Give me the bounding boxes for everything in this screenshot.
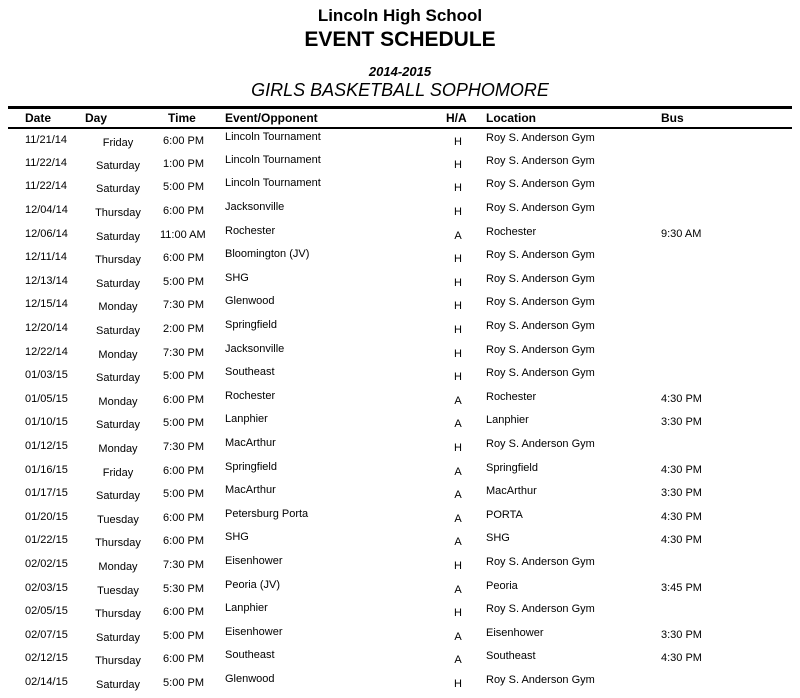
cell-location: Roy S. Anderson Gym [486, 320, 595, 333]
cell-ha: H [454, 347, 462, 360]
cell-time: 6:00 PM [163, 464, 204, 477]
cell-location: Roy S. Anderson Gym [486, 343, 595, 356]
column-header-day: Day [76, 108, 160, 128]
cell-ha: H [454, 276, 462, 289]
cell-event: Southeast [225, 649, 275, 662]
cell-bus: 3:30 PM [661, 628, 702, 641]
cell-bus [655, 245, 792, 269]
cell-time: 6:00 PM [163, 653, 204, 666]
cell-date: 02/14/15 [25, 675, 68, 688]
cell-day: Saturday [95, 419, 141, 432]
cell-date: 12/22/14 [25, 345, 68, 358]
cell-location: Southeast [486, 650, 536, 663]
cell-time: 11:00 AM [160, 228, 206, 241]
cell-location: Roy S. Anderson Gym [486, 438, 595, 451]
cell-location: Roy S. Anderson Gym [486, 178, 595, 191]
cell-date: 12/13/14 [25, 274, 68, 287]
cell-time: 7:30 PM [163, 558, 204, 571]
cell-event: Peoria (JV) [225, 578, 281, 591]
cell-event: SHG [225, 531, 249, 544]
cell-day: Friday [102, 466, 134, 479]
cell-time: 6:00 PM [163, 393, 204, 406]
cell-day: Monday [98, 395, 138, 408]
cell-event: Eisenhower [225, 554, 283, 567]
cell-date: 01/12/15 [25, 440, 68, 453]
cell-time: 5:30 PM [163, 582, 204, 595]
cell-date: 12/11/14 [25, 251, 68, 264]
cell-ha: H [454, 442, 462, 455]
cell-day: Thursday [95, 608, 141, 621]
cell-date: 11/22/14 [25, 156, 68, 169]
cell-location: Roy S. Anderson Gym [486, 154, 595, 167]
cell-location: Eisenhower [486, 626, 544, 639]
cell-date: 01/16/15 [25, 463, 68, 476]
column-header-time: Time [160, 108, 208, 128]
cell-day: Friday [102, 136, 134, 149]
cell-bus: 4:30 PM [661, 392, 702, 405]
cell-event: Springfield [225, 460, 277, 473]
cell-bus: 3:30 PM [661, 487, 702, 500]
cell-day: Saturday [95, 230, 141, 243]
cell-event: Rochester [225, 389, 276, 402]
cell-day: Thursday [95, 537, 141, 550]
cell-ha: A [454, 583, 462, 596]
cell-day: Saturday [95, 159, 141, 172]
cell-bus [655, 316, 792, 340]
cell-date: 02/03/15 [25, 581, 68, 594]
column-header-location: Location [476, 108, 655, 128]
cell-location: SHG [486, 532, 510, 545]
column-header-bus: Bus [655, 108, 792, 128]
cell-event: SHG [225, 271, 249, 284]
column-header-date: Date [8, 108, 76, 128]
cell-day: Monday [98, 301, 138, 314]
cell-location: Roy S. Anderson Gym [486, 367, 595, 380]
cell-time: 5:00 PM [163, 181, 204, 194]
cell-bus [655, 151, 792, 175]
cell-time: 7:30 PM [163, 441, 204, 454]
cell-location: Roy S. Anderson Gym [486, 673, 595, 686]
cell-time: 5:00 PM [163, 275, 204, 288]
cell-date: 01/20/15 [25, 510, 68, 523]
cell-day: Saturday [95, 490, 141, 503]
cell-ha: A [454, 418, 462, 431]
cell-event: MacArthur [225, 437, 276, 450]
cell-ha: H [454, 677, 462, 690]
cell-ha: H [454, 559, 462, 572]
cell-day: Thursday [95, 207, 141, 220]
cell-ha: H [454, 182, 462, 195]
column-header-event: Event/Opponent [208, 108, 440, 128]
cell-bus [655, 198, 792, 222]
cell-time: 6:00 PM [163, 535, 204, 548]
cell-date: 01/17/15 [25, 487, 68, 500]
cell-event: Glenwood [225, 672, 275, 685]
cell-time: 5:00 PM [163, 629, 204, 642]
cell-event: Lincoln Tournament [225, 153, 321, 166]
cell-day: Thursday [95, 655, 141, 668]
cell-location: Roy S. Anderson Gym [486, 555, 595, 568]
cell-bus: 4:30 PM [661, 463, 702, 476]
cell-ha: A [454, 465, 462, 478]
cell-bus [655, 269, 792, 293]
column-header-ha: H/A [440, 108, 476, 128]
cell-time: 6:00 PM [163, 252, 204, 265]
cell-location: Rochester [486, 390, 537, 403]
cell-bus: 4:30 PM [661, 510, 702, 523]
cell-location: MacArthur [486, 485, 537, 498]
cell-ha: A [454, 512, 462, 525]
cell-event: Eisenhower [225, 625, 283, 638]
cell-time: 6:00 PM [163, 606, 204, 619]
cell-location: Peoria [486, 579, 518, 592]
cell-location: Roy S. Anderson Gym [486, 296, 595, 309]
cell-bus: 3:30 PM [661, 416, 702, 429]
cell-ha: H [454, 607, 462, 620]
cell-event: Lanphier [225, 413, 268, 426]
cell-day: Monday [98, 443, 138, 456]
cell-ha: A [454, 654, 462, 667]
cell-location: Roy S. Anderson Gym [486, 272, 595, 285]
cell-location: Roy S. Anderson Gym [486, 131, 595, 144]
cell-event: Rochester [225, 224, 276, 237]
cell-bus: 4:30 PM [661, 534, 702, 547]
title-block [0, 0, 800, 101]
cell-date: 12/06/14 [25, 227, 68, 240]
cell-bus [655, 175, 792, 199]
cell-event: Lanphier [225, 602, 268, 615]
schedule-rows [8, 128, 792, 694]
cell-day: Tuesday [97, 513, 139, 526]
cell-event: Glenwood [225, 295, 275, 308]
cell-ha: H [454, 253, 462, 266]
page-title: EVENT SCHEDULE [304, 28, 496, 51]
cell-day: Tuesday [97, 584, 139, 597]
cell-day: Saturday [95, 372, 141, 385]
cell-event: Springfield [225, 319, 277, 332]
cell-time: 6:00 PM [163, 205, 204, 218]
cell-ha: A [454, 536, 462, 549]
cell-bus [655, 552, 792, 576]
cell-date: 11/22/14 [25, 180, 68, 193]
cell-event: Jacksonville [225, 342, 285, 355]
cell-bus: 4:30 PM [661, 652, 702, 665]
cell-time: 7:30 PM [163, 346, 204, 359]
cell-ha: H [454, 324, 462, 337]
cell-time: 7:30 PM [163, 299, 204, 312]
cell-ha: A [454, 630, 462, 643]
cell-ha: H [454, 206, 462, 219]
cell-ha: H [454, 135, 462, 148]
cell-event: Lincoln Tournament [225, 130, 321, 143]
cell-event: Jacksonville [225, 201, 285, 214]
cell-date: 01/22/15 [25, 534, 68, 547]
cell-event: Southeast [225, 366, 275, 379]
cell-location: PORTA [486, 508, 523, 521]
cell-time: 5:00 PM [163, 417, 204, 430]
table-row [8, 670, 792, 694]
cell-location: Roy S. Anderson Gym [486, 202, 595, 215]
cell-day: Saturday [95, 631, 141, 644]
cell-day: Monday [98, 560, 138, 573]
schedule-table [8, 106, 792, 694]
cell-bus [655, 340, 792, 364]
cell-bus [655, 670, 792, 694]
cell-time: 2:00 PM [163, 323, 204, 336]
cell-bus [655, 599, 792, 623]
cell-location: Roy S. Anderson Gym [486, 603, 595, 616]
cell-time: 6:00 PM [163, 511, 204, 524]
cell-date: 02/05/15 [25, 605, 68, 618]
cell-event: MacArthur [225, 484, 276, 497]
cell-date: 02/12/15 [25, 652, 68, 665]
cell-day: Saturday [95, 183, 141, 196]
cell-date: 01/10/15 [25, 416, 68, 429]
cell-bus [655, 128, 792, 152]
cell-ha: A [454, 394, 462, 407]
cell-ha: H [454, 371, 462, 384]
cell-time: 5:00 PM [163, 676, 204, 689]
cell-date: 01/05/15 [25, 392, 68, 405]
cell-date: 02/02/15 [25, 557, 68, 570]
cell-day: Monday [98, 348, 138, 361]
cell-event: Lincoln Tournament [225, 177, 321, 190]
cell-event: Bloomington (JV) [225, 248, 310, 261]
cell-bus [655, 293, 792, 317]
team-label: GIRLS BASKETBALL SOPHOMORE [251, 80, 549, 100]
cell-time: 5:00 PM [163, 488, 204, 501]
school-name: Lincoln High School [317, 6, 483, 25]
cell-bus [655, 363, 792, 387]
cell-bus [655, 434, 792, 458]
cell-date: 12/15/14 [25, 298, 68, 311]
cell-date: 11/21/14 [25, 133, 68, 146]
cell-location: Lanphier [486, 414, 529, 427]
cell-location: Roy S. Anderson Gym [486, 249, 595, 262]
cell-day: Saturday [95, 325, 141, 338]
season-label: 2014-2015 [368, 64, 432, 79]
cell-bus: 9:30 AM [661, 227, 702, 240]
cell-location: Rochester [486, 225, 537, 238]
cell-date: 01/03/15 [25, 369, 68, 382]
cell-location: Springfield [486, 461, 538, 474]
cell-bus: 3:45 PM [661, 581, 702, 594]
cell-date: 12/20/14 [25, 322, 68, 335]
cell-day: Saturday [95, 277, 141, 290]
cell-ha: H [454, 158, 462, 171]
cell-day: Thursday [95, 254, 141, 267]
cell-day: Saturday [95, 678, 141, 691]
cell-ha: H [454, 300, 462, 313]
cell-time: 1:00 PM [163, 157, 204, 170]
cell-time: 5:00 PM [163, 370, 204, 383]
cell-date: 12/04/14 [25, 204, 68, 217]
cell-ha: A [454, 489, 462, 502]
cell-event: Petersburg Porta [225, 507, 309, 520]
cell-ha: A [454, 229, 462, 242]
cell-date: 02/07/15 [25, 628, 68, 641]
cell-time: 6:00 PM [163, 134, 204, 147]
